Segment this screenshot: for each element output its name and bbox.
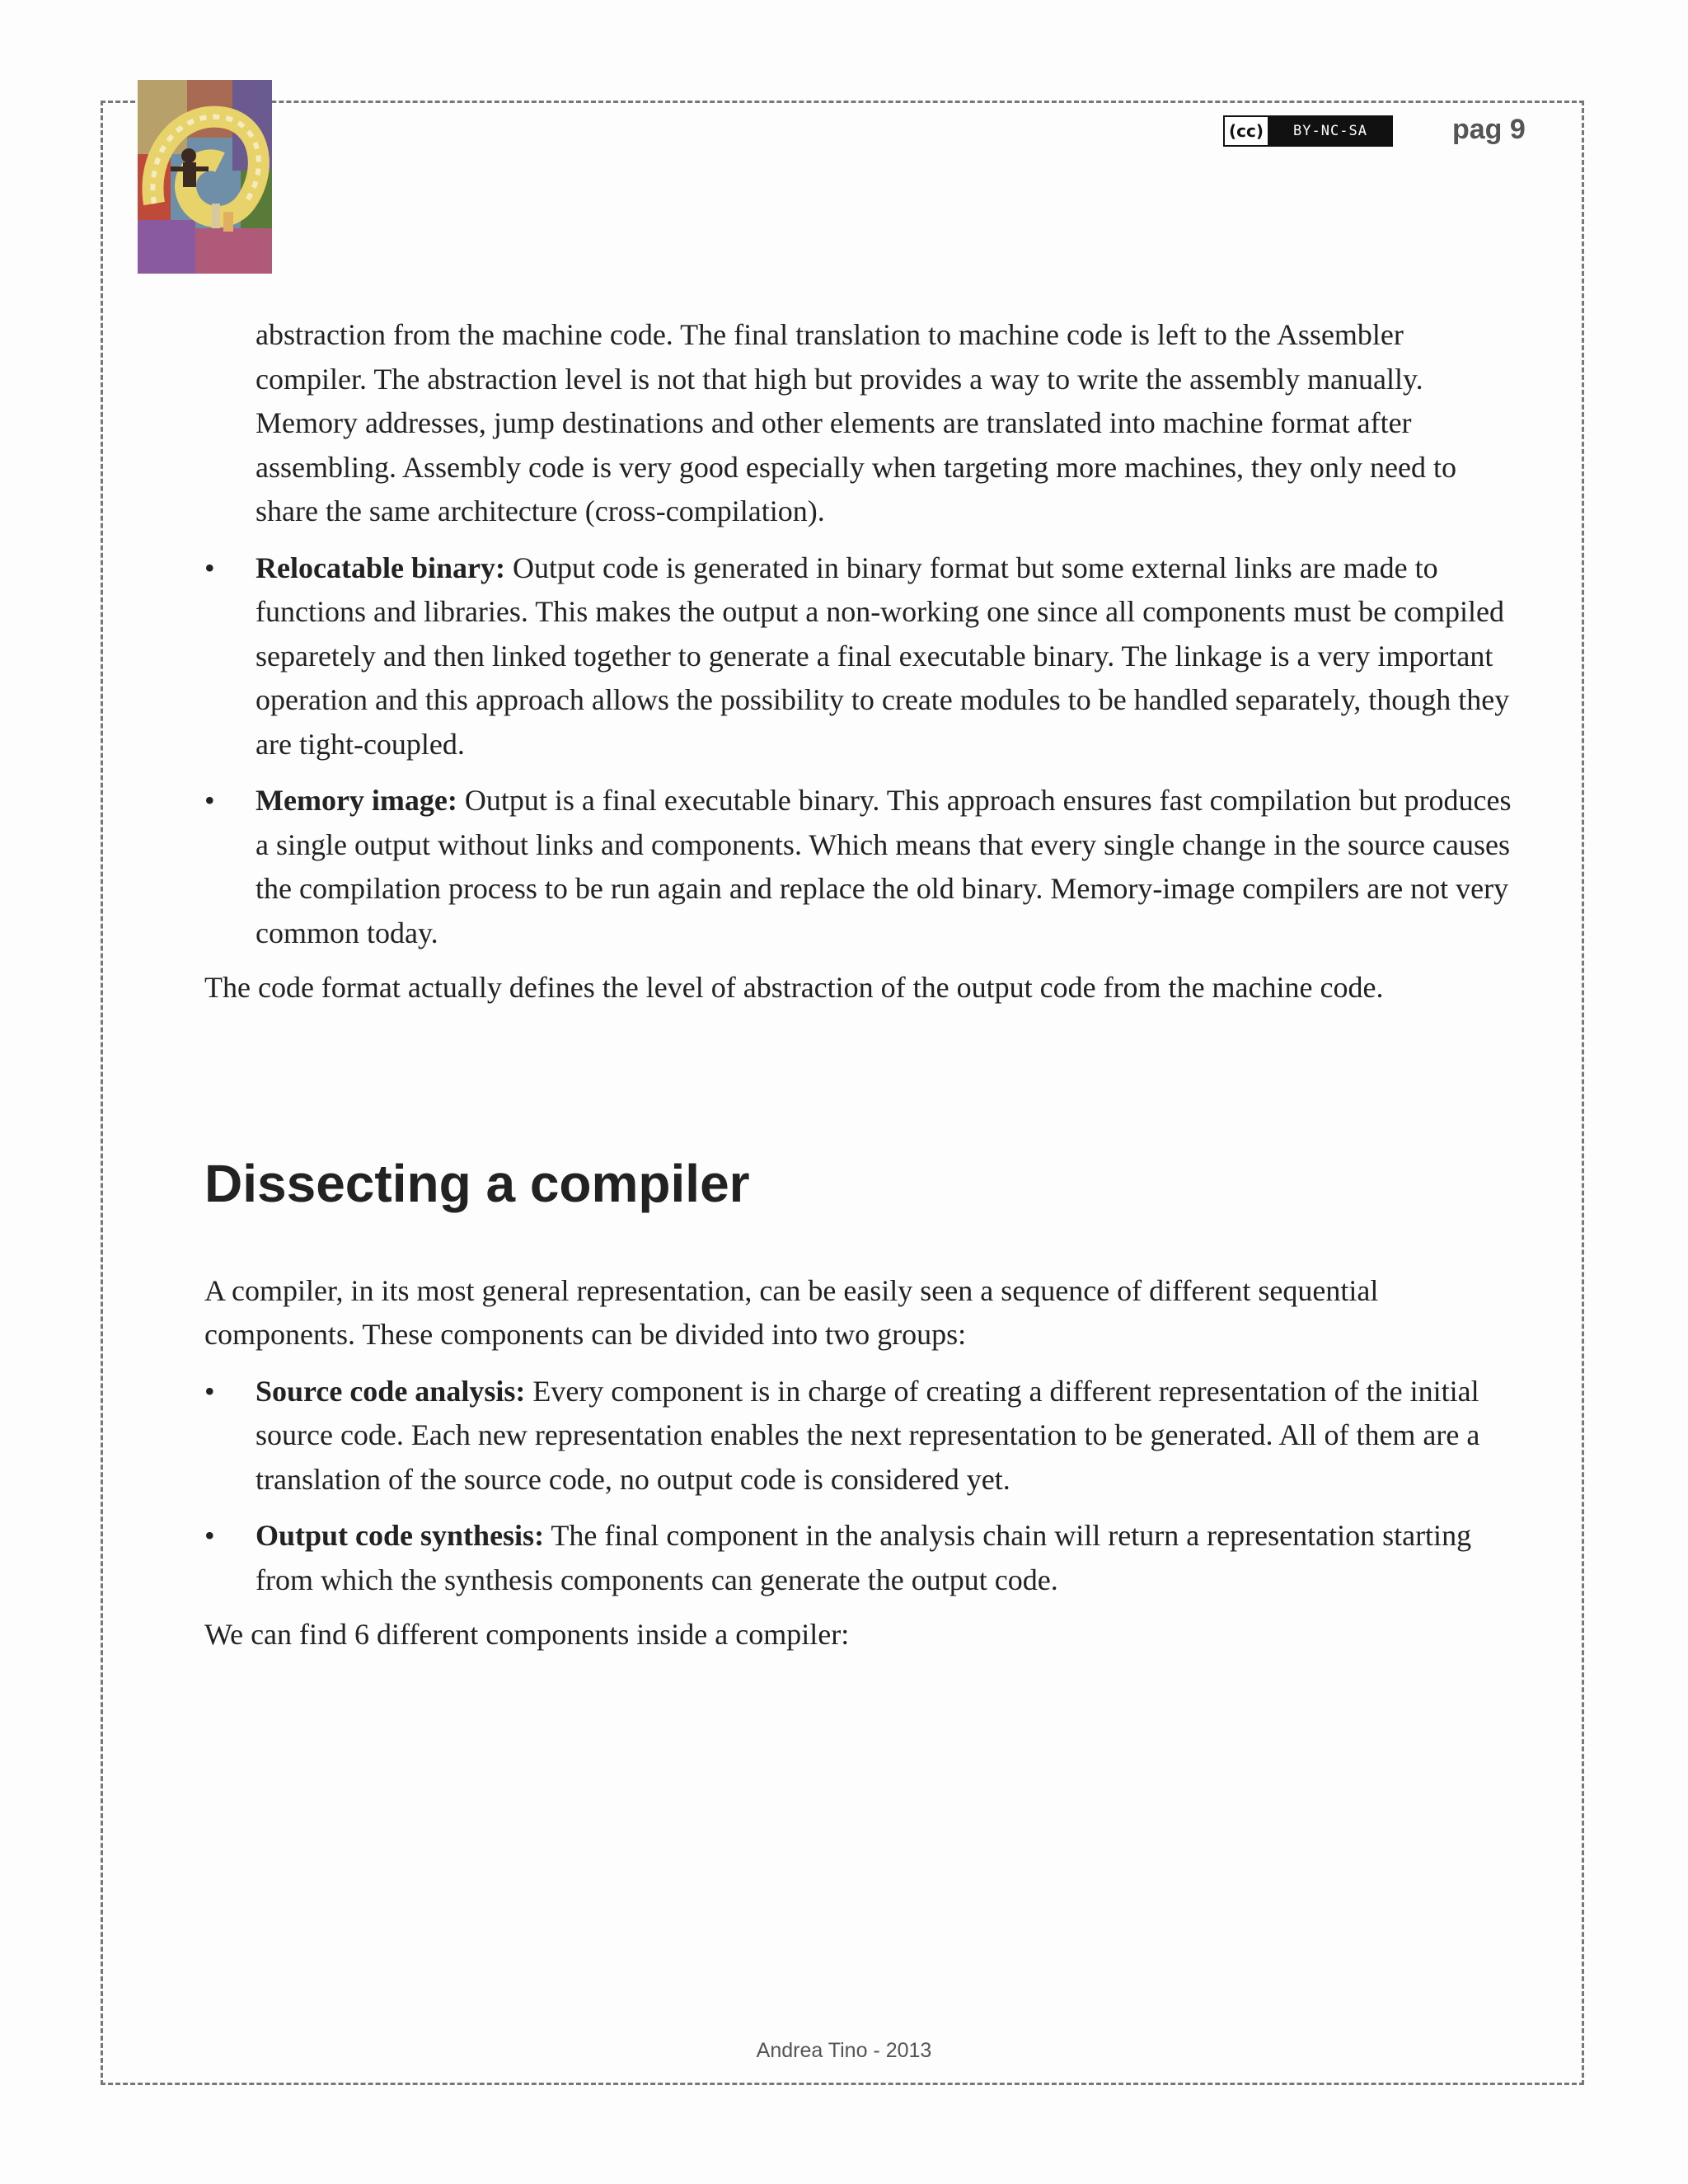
list-item-memory-image xyxy=(204,779,1515,955)
bullet-icon: • xyxy=(204,1374,215,1408)
code-format-summary: The code format actually defines the level of abstraction of the output code from the machine code. xyxy=(204,971,1384,1004)
closing-line: We can find 6 different components inside a compiler: xyxy=(204,1618,850,1651)
creative-commons-badge[interactable] xyxy=(1223,115,1393,147)
section-heading: Dissecting a compiler xyxy=(204,1153,750,1213)
intro-continuation-paragraph: abstraction from the machine code. The final translation to machine code is left to the Assembler compiler. The abstraction level is not that high but provides a way to write the assembly manually. Memory addresses, jump destinations and other elements are translated into machine format after assembling. Assembly code is very good especially when targeting more machines, they only need to share the same architecture (cross-compilation). xyxy=(256,318,1456,527)
description-relocatable-binary: Output code is generated in binary format but some external links are made to functions and libraries. This makes the output a non-working one since all components must be compiled separetely and then linked together to generate a final executable binary. The linkage is a very important operation and this approach allows the possibility to create modules to be handled separately, though they are tight-coupled. xyxy=(256,551,1510,761)
cc-icon: (cc) xyxy=(1225,117,1269,145)
bullet-icon: • xyxy=(204,551,215,584)
term-source-code-analysis: Source code analysis: xyxy=(256,1374,526,1408)
footer-author: Andrea Tino - 2013 xyxy=(756,2039,932,2062)
term-memory-image: Memory image: xyxy=(256,784,457,817)
list-item-relocatable-binary xyxy=(204,546,1515,767)
license-label: BY-NC-SA xyxy=(1269,117,1391,145)
page-number: pag 9 xyxy=(1452,114,1526,145)
description-source-code-analysis: Every component is in charge of creating a different representation of the initial source code. Each new representation enables the next representation to be generated. All of them are a translation of the source code, no output code is considered yet. xyxy=(256,1374,1480,1496)
term-output-code-synthesis: Output code synthesis: xyxy=(256,1519,545,1552)
page-content xyxy=(204,313,1515,1657)
list-item-source-code-analysis xyxy=(204,1370,1515,1502)
list-item-output-code-synthesis xyxy=(204,1514,1515,1602)
bullet-icon: • xyxy=(204,1519,215,1552)
term-relocatable-binary: Relocatable binary: xyxy=(256,551,505,584)
bullet-icon: • xyxy=(204,784,215,817)
description-memory-image: Output is a final executable binary. This approach ensures fast compilation but produces a single output without links and components. Which means that every single change in the source causes the compilation process to be run again and replace the old binary. Memory-image compilers are not very common today. xyxy=(256,784,1512,949)
description-output-code-synthesis: The final component in the analysis chain will return a representation starting from which the synthesis components can generate the output code. xyxy=(256,1519,1472,1596)
cover-illustration xyxy=(138,80,272,274)
section-intro-paragraph: A compiler, in its most general representation, can be easily seen a sequence of different sequential components. These components can be divided into two groups: xyxy=(204,1273,1379,1351)
